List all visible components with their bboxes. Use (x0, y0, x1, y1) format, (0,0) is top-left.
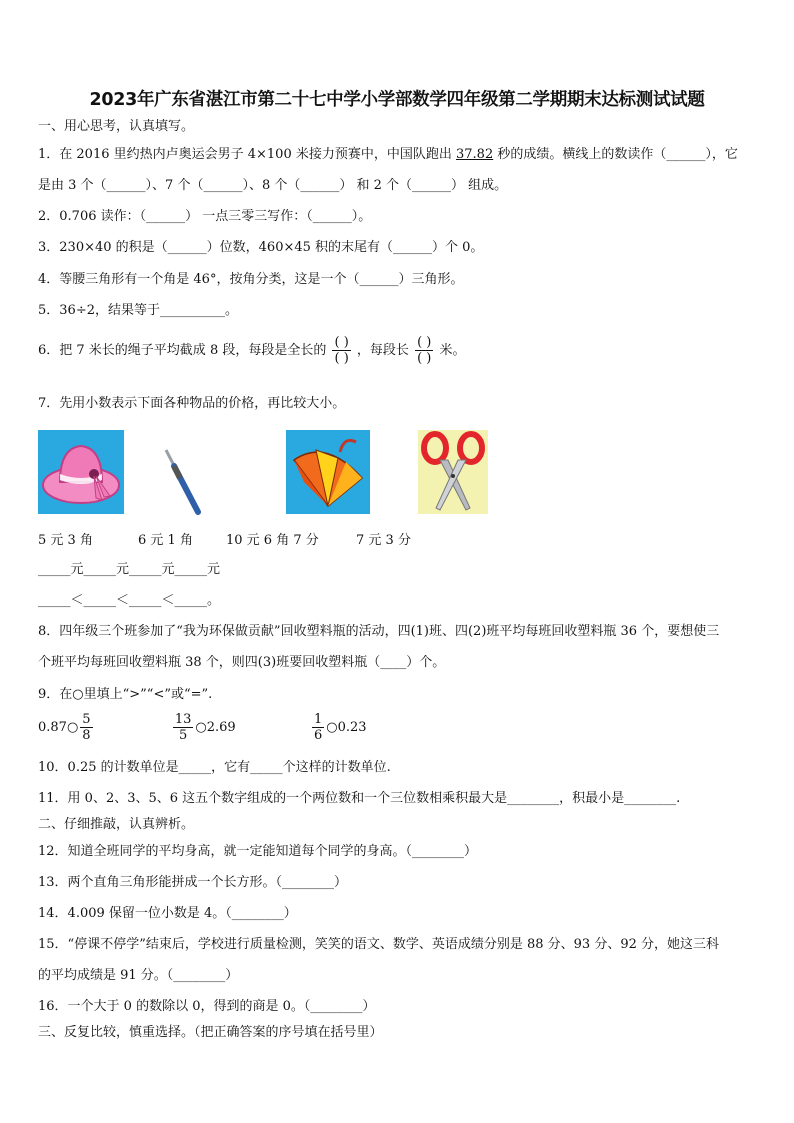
question-3: 3．230×40 的积是（______）位数，460×45 积的末尾有（______）个 0。 (38, 240, 484, 255)
question-1: 1．在 2016 里约热内卢奥运会男子 4×100 米接力预赛中，中国队跑出 37.82 秒的成绩。横线上的数读作（______），它 (38, 147, 738, 162)
question-7-blanks-1: _____元_____元_____元_____元 (38, 562, 221, 577)
underlined-number: 37.82 (456, 147, 494, 162)
q9-item-1: 0.87○ $\frac{5}{8}$ (38, 712, 91, 743)
section-1-heading: 一、用心思考，认真填写。 (38, 119, 195, 134)
hat-picture (38, 430, 124, 514)
price-pen: 6 元 1 角 (138, 533, 193, 548)
question-15: 15．“停课不停学”结束后，学校进行质量检测，笑笑的语文、数学、英语成绩分别是 88 分、93 分、92 分，她这三科 (38, 937, 719, 952)
question-8-line-2: 个班平均每班回收塑料瓶 38 个，则四(3)班要回收塑料瓶（____）个。 (38, 655, 446, 670)
umbrella-picture (286, 430, 370, 514)
section-3-heading: 三、反复比较，慎重选择。（把正确答案的序号填在括号里） (38, 1025, 383, 1040)
pen-picture (160, 446, 204, 516)
question-9: 9．在○里填上“>”“<”或“=”. (38, 687, 213, 702)
question-10: 10．0.25 的计数单位是_____，它有_____个这样的计数单位. (38, 760, 391, 775)
question-8: 8．四年级三个班参加了“我为环保做贡献”回收塑料瓶的活动，四(1)班、四(2)班平均每班回收塑料瓶 36 个，要想使三 (38, 624, 720, 639)
question-16: 16．一个大于 0 的数除以 0，得到的商是 0。（________） (38, 999, 376, 1014)
question-12: 12．知道全班同学的平均身高，就一定能知道每个同学的身高。（________） (38, 844, 478, 859)
page-title: 2023年广东省湛江市第二十七中学小学部数学四年级第二学期期末达标测试试题 (89, 90, 705, 110)
question-6: 6．把 7 米长的绳子平均截成 8 段，每段是全长的 $\frac{( )}{( )}$ ，每段长 $\frac{( )}{( )}$ 米。 (38, 335, 466, 366)
question-1-line-2: 是由 3 个（______）、7 个（______）、8 个（______） 和 2 个（______） 组成。 (38, 178, 508, 193)
q9-item-2: $\frac{13}{5}$ ○2.69 (174, 712, 236, 743)
question-7: 7．先用小数表示下面各种物品的价格，再比较大小。 (38, 396, 346, 411)
section-2-heading: 二、仔细推敲，认真辨析。 (38, 817, 195, 832)
question-4: 4．等腰三角形有一个角是 46°，按角分类，这是一个（______）三角形。 (38, 272, 464, 287)
question-13: 13．两个直角三角形能拼成一个长方形。（________） (38, 875, 348, 890)
question-2: 2．0.706 读作：（______） 一点三零三写作：（______）。 (38, 209, 372, 224)
question-5: 5．36÷2，结果等于__________。 (38, 303, 238, 318)
blank-fraction-1: $\frac{( )}{( )}$ (334, 335, 349, 366)
price-hat: 5 元 3 角 (38, 533, 93, 548)
price-umbrella: 10 元 6 角 7 分 (226, 533, 319, 548)
blank-fraction-2: $\frac{( )}{( )}$ (417, 335, 432, 366)
question-14: 14．4.009 保留一位小数是 4。（________） (38, 906, 297, 921)
question-9-items (38, 712, 367, 743)
question-11: 11．用 0、2、3、5、6 这五个数字组成的一个两位数和一个三位数相乘积最大是________，积最小是________. (38, 791, 681, 806)
q9-item-3: $\frac{1}{6}$ ○0.23 (313, 712, 367, 743)
question-7-blanks-2: _____＜_____＜_____＜_____。 (38, 593, 221, 608)
scissors-picture (418, 430, 488, 514)
question-15-line-2: 的平均成绩是 91 分。（________） (38, 968, 239, 983)
price-scissors: 7 元 3 分 (356, 533, 411, 548)
